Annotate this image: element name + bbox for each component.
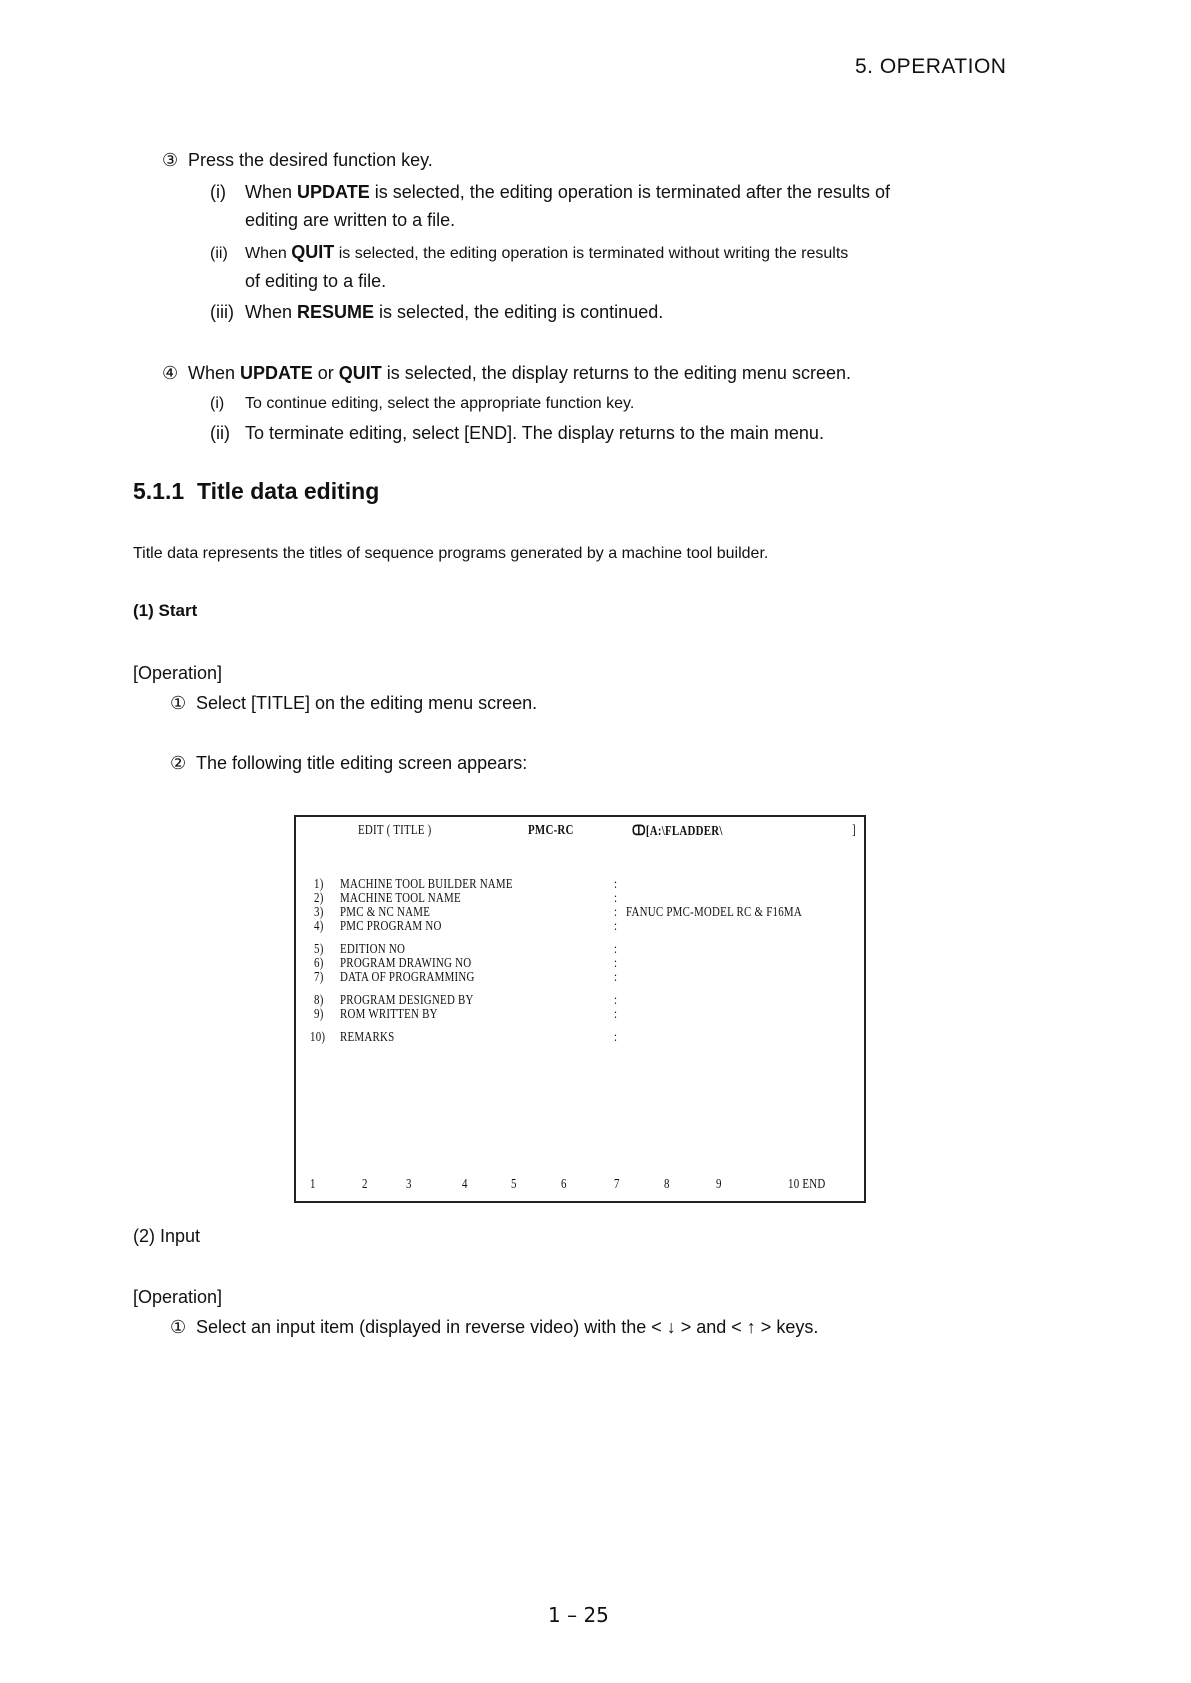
step-4 bbox=[162, 362, 851, 384]
disk-icon: ↀ bbox=[632, 824, 646, 839]
step-marker: ① bbox=[170, 693, 187, 713]
field-number: 3) bbox=[314, 905, 324, 920]
step-marker: ① bbox=[170, 1317, 187, 1337]
running-header: 5. OPERATION bbox=[855, 55, 1007, 78]
operation-label: [Operation] bbox=[133, 663, 223, 683]
section-number: 5.1.1 bbox=[133, 478, 185, 504]
function-key-7[interactable]: 7 bbox=[614, 1177, 620, 1192]
keyword-update: UPDATE bbox=[297, 182, 370, 202]
text: When bbox=[188, 363, 241, 383]
field-number: 6) bbox=[314, 956, 324, 971]
field-label: PROGRAM DESIGNED BY bbox=[340, 993, 474, 1008]
function-key-10[interactable]: 10 END bbox=[788, 1177, 826, 1192]
screen-title: EDIT ( TITLE ) bbox=[358, 823, 432, 838]
step-marker: ④ bbox=[162, 363, 179, 383]
text: is selected, the editing operation is terminated after the results of bbox=[369, 182, 890, 202]
path-text: [A:\FLADDER\ bbox=[645, 824, 723, 839]
step-marker: ③ bbox=[162, 150, 179, 170]
function-key-9[interactable]: 9 bbox=[716, 1177, 722, 1192]
text: is selected, the editing operation is terminated without writing the results bbox=[334, 245, 849, 262]
field-label: REMARKS bbox=[340, 1030, 395, 1045]
screen-path-close: ] bbox=[852, 823, 856, 838]
keyword-resume: RESUME bbox=[297, 302, 375, 322]
field-label: DATA OF PROGRAMMING bbox=[340, 970, 475, 985]
text: is selected, the editing is continued. bbox=[374, 302, 664, 322]
screen-path bbox=[632, 823, 723, 840]
step-4-item-ii bbox=[210, 422, 824, 444]
input-step-1 bbox=[170, 1316, 818, 1338]
step-3-item-iii bbox=[210, 301, 663, 323]
field-separator: : bbox=[614, 891, 618, 906]
field-separator: : bbox=[614, 993, 618, 1008]
screen-model: PMC-RC bbox=[528, 823, 574, 838]
field-separator: : bbox=[614, 1030, 618, 1045]
text: When bbox=[245, 302, 298, 322]
step-3-item-ii bbox=[210, 241, 848, 265]
field-number: 5) bbox=[314, 942, 324, 957]
step-3-item-ii-cont: of editing to a file. bbox=[245, 271, 387, 291]
function-key-3[interactable]: 3 bbox=[406, 1177, 412, 1192]
keyword-update: UPDATE bbox=[240, 363, 313, 383]
start-step-2 bbox=[170, 752, 527, 774]
step-text: Press the desired function key. bbox=[188, 150, 433, 170]
intro-paragraph: Title data represents the titles of sequence programs generated by a machine tool builder. bbox=[133, 545, 769, 562]
step-3 bbox=[162, 149, 433, 171]
step-3-item-i-cont: editing are written to a file. bbox=[245, 210, 456, 230]
field-label: EDITION NO bbox=[340, 942, 406, 957]
function-key-8[interactable]: 8 bbox=[664, 1177, 670, 1192]
text: To continue editing, select the appropriate function key. bbox=[245, 395, 635, 412]
field-number: 4) bbox=[314, 919, 324, 934]
section-heading bbox=[133, 478, 379, 505]
subsection-start: (1) Start bbox=[133, 601, 198, 620]
step-4-item-i bbox=[210, 393, 634, 415]
item-marker: (ii) bbox=[210, 245, 228, 262]
field-separator: : bbox=[614, 1007, 618, 1022]
function-key-5[interactable]: 5 bbox=[511, 1177, 517, 1192]
field-number: 8) bbox=[314, 993, 324, 1008]
text: or bbox=[312, 363, 339, 383]
title-edit-screen bbox=[294, 815, 866, 1203]
subsection-input: (2) Input bbox=[133, 1226, 201, 1246]
field-number: 7) bbox=[314, 970, 324, 985]
keyword-quit: QUIT bbox=[338, 363, 382, 383]
page-number: 1 – 25 bbox=[548, 1603, 609, 1627]
text: The following title editing screen appears: bbox=[196, 753, 528, 773]
start-step-1 bbox=[170, 692, 537, 714]
function-key-1[interactable]: 1 bbox=[310, 1177, 316, 1192]
field-label: PMC & NC NAME bbox=[340, 905, 431, 920]
field-separator: : bbox=[614, 877, 618, 892]
field-separator: : bbox=[614, 919, 618, 934]
field-value-input[interactable]: FANUC PMC-MODEL RC & F16MA bbox=[626, 905, 802, 920]
text: is selected, the display returns to the editing menu screen. bbox=[381, 363, 851, 383]
text: Select [TITLE] on the editing menu screen. bbox=[196, 693, 538, 713]
field-separator: : bbox=[614, 905, 618, 920]
section-title: Title data editing bbox=[196, 478, 380, 504]
step-3-item-i bbox=[210, 181, 1040, 203]
step-marker: ② bbox=[170, 753, 187, 773]
field-number: 9) bbox=[314, 1007, 324, 1022]
item-marker: (iii) bbox=[210, 302, 234, 322]
field-separator: : bbox=[614, 970, 618, 985]
field-label: PMC PROGRAM NO bbox=[340, 919, 442, 934]
keyword-quit: QUIT bbox=[291, 242, 335, 262]
field-separator: : bbox=[614, 956, 618, 971]
text: When bbox=[245, 245, 292, 262]
text: To terminate editing, select [END]. The display returns to the main menu. bbox=[245, 423, 824, 443]
operation-label-2: [Operation] bbox=[133, 1287, 223, 1307]
function-key-2[interactable]: 2 bbox=[362, 1177, 368, 1192]
field-label: MACHINE TOOL NAME bbox=[340, 891, 461, 906]
item-marker: (i) bbox=[210, 182, 226, 202]
function-key-4[interactable]: 4 bbox=[462, 1177, 468, 1192]
text: When bbox=[245, 182, 298, 202]
field-label: MACHINE TOOL BUILDER NAME bbox=[340, 877, 513, 892]
field-number: 10) bbox=[310, 1030, 326, 1045]
field-label: PROGRAM DRAWING NO bbox=[340, 956, 472, 971]
item-marker: (ii) bbox=[210, 423, 230, 443]
item-marker: (i) bbox=[210, 395, 225, 412]
field-label: ROM WRITTEN BY bbox=[340, 1007, 438, 1022]
field-number: 2) bbox=[314, 891, 324, 906]
field-separator: : bbox=[614, 942, 618, 957]
text: Select an input item (displayed in reverse video) with the < ↓ > and < ↑ > keys. bbox=[196, 1317, 819, 1337]
field-number: 1) bbox=[314, 877, 324, 892]
function-key-6[interactable]: 6 bbox=[561, 1177, 567, 1192]
